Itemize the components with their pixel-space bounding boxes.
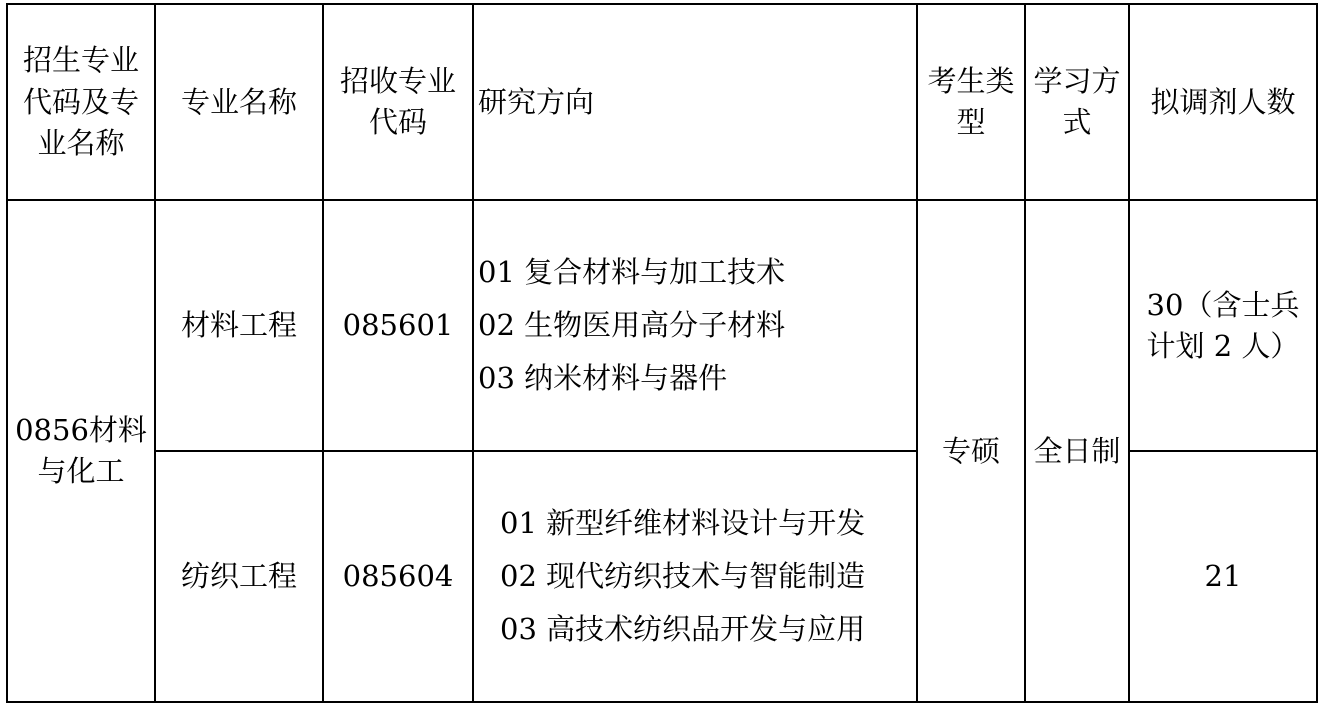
cell-research-directions	[473, 451, 917, 702]
direction-line: 01 新型纤维材料设计与开发	[500, 505, 866, 540]
cell-major-name: 纺织工程	[155, 451, 323, 702]
header-research-direction: 研究方向	[473, 4, 917, 200]
cell-quota: 30（含士兵计划 2 人）	[1129, 200, 1317, 451]
document-page	[0, 3, 1322, 711]
header-quota: 拟调剂人数	[1129, 4, 1317, 200]
cell-quota: 21	[1129, 451, 1317, 702]
table-header-row	[7, 4, 1317, 200]
cell-admit-code: 085601	[323, 200, 473, 451]
direction-line: 01 复合材料与加工技术	[478, 254, 786, 289]
table-row	[7, 200, 1317, 451]
header-major-code-and-name: 招生专业代码及专业名称	[7, 4, 155, 200]
cell-admit-code: 085604	[323, 451, 473, 702]
cell-study-mode: 全日制	[1025, 200, 1129, 702]
direction-line: 03 纳米材料与器件	[478, 361, 728, 396]
direction-line: 03 高技术纺织品开发与应用	[500, 612, 866, 647]
header-admit-code: 招收专业代码	[323, 4, 473, 200]
header-study-mode: 学习方式	[1025, 4, 1129, 200]
cell-group-code-and-name: 0856材料与化工	[7, 200, 155, 702]
header-exam-type: 考生类型	[917, 4, 1025, 200]
cell-major-name: 材料工程	[155, 200, 323, 451]
direction-line: 02 现代纺织技术与智能制造	[500, 558, 866, 593]
direction-line: 02 生物医用高分子材料	[478, 308, 786, 343]
cell-research-directions	[473, 200, 917, 451]
adjustment-quota-table	[6, 3, 1318, 703]
cell-exam-type: 专硕	[917, 200, 1025, 702]
header-major-name: 专业名称	[155, 4, 323, 200]
